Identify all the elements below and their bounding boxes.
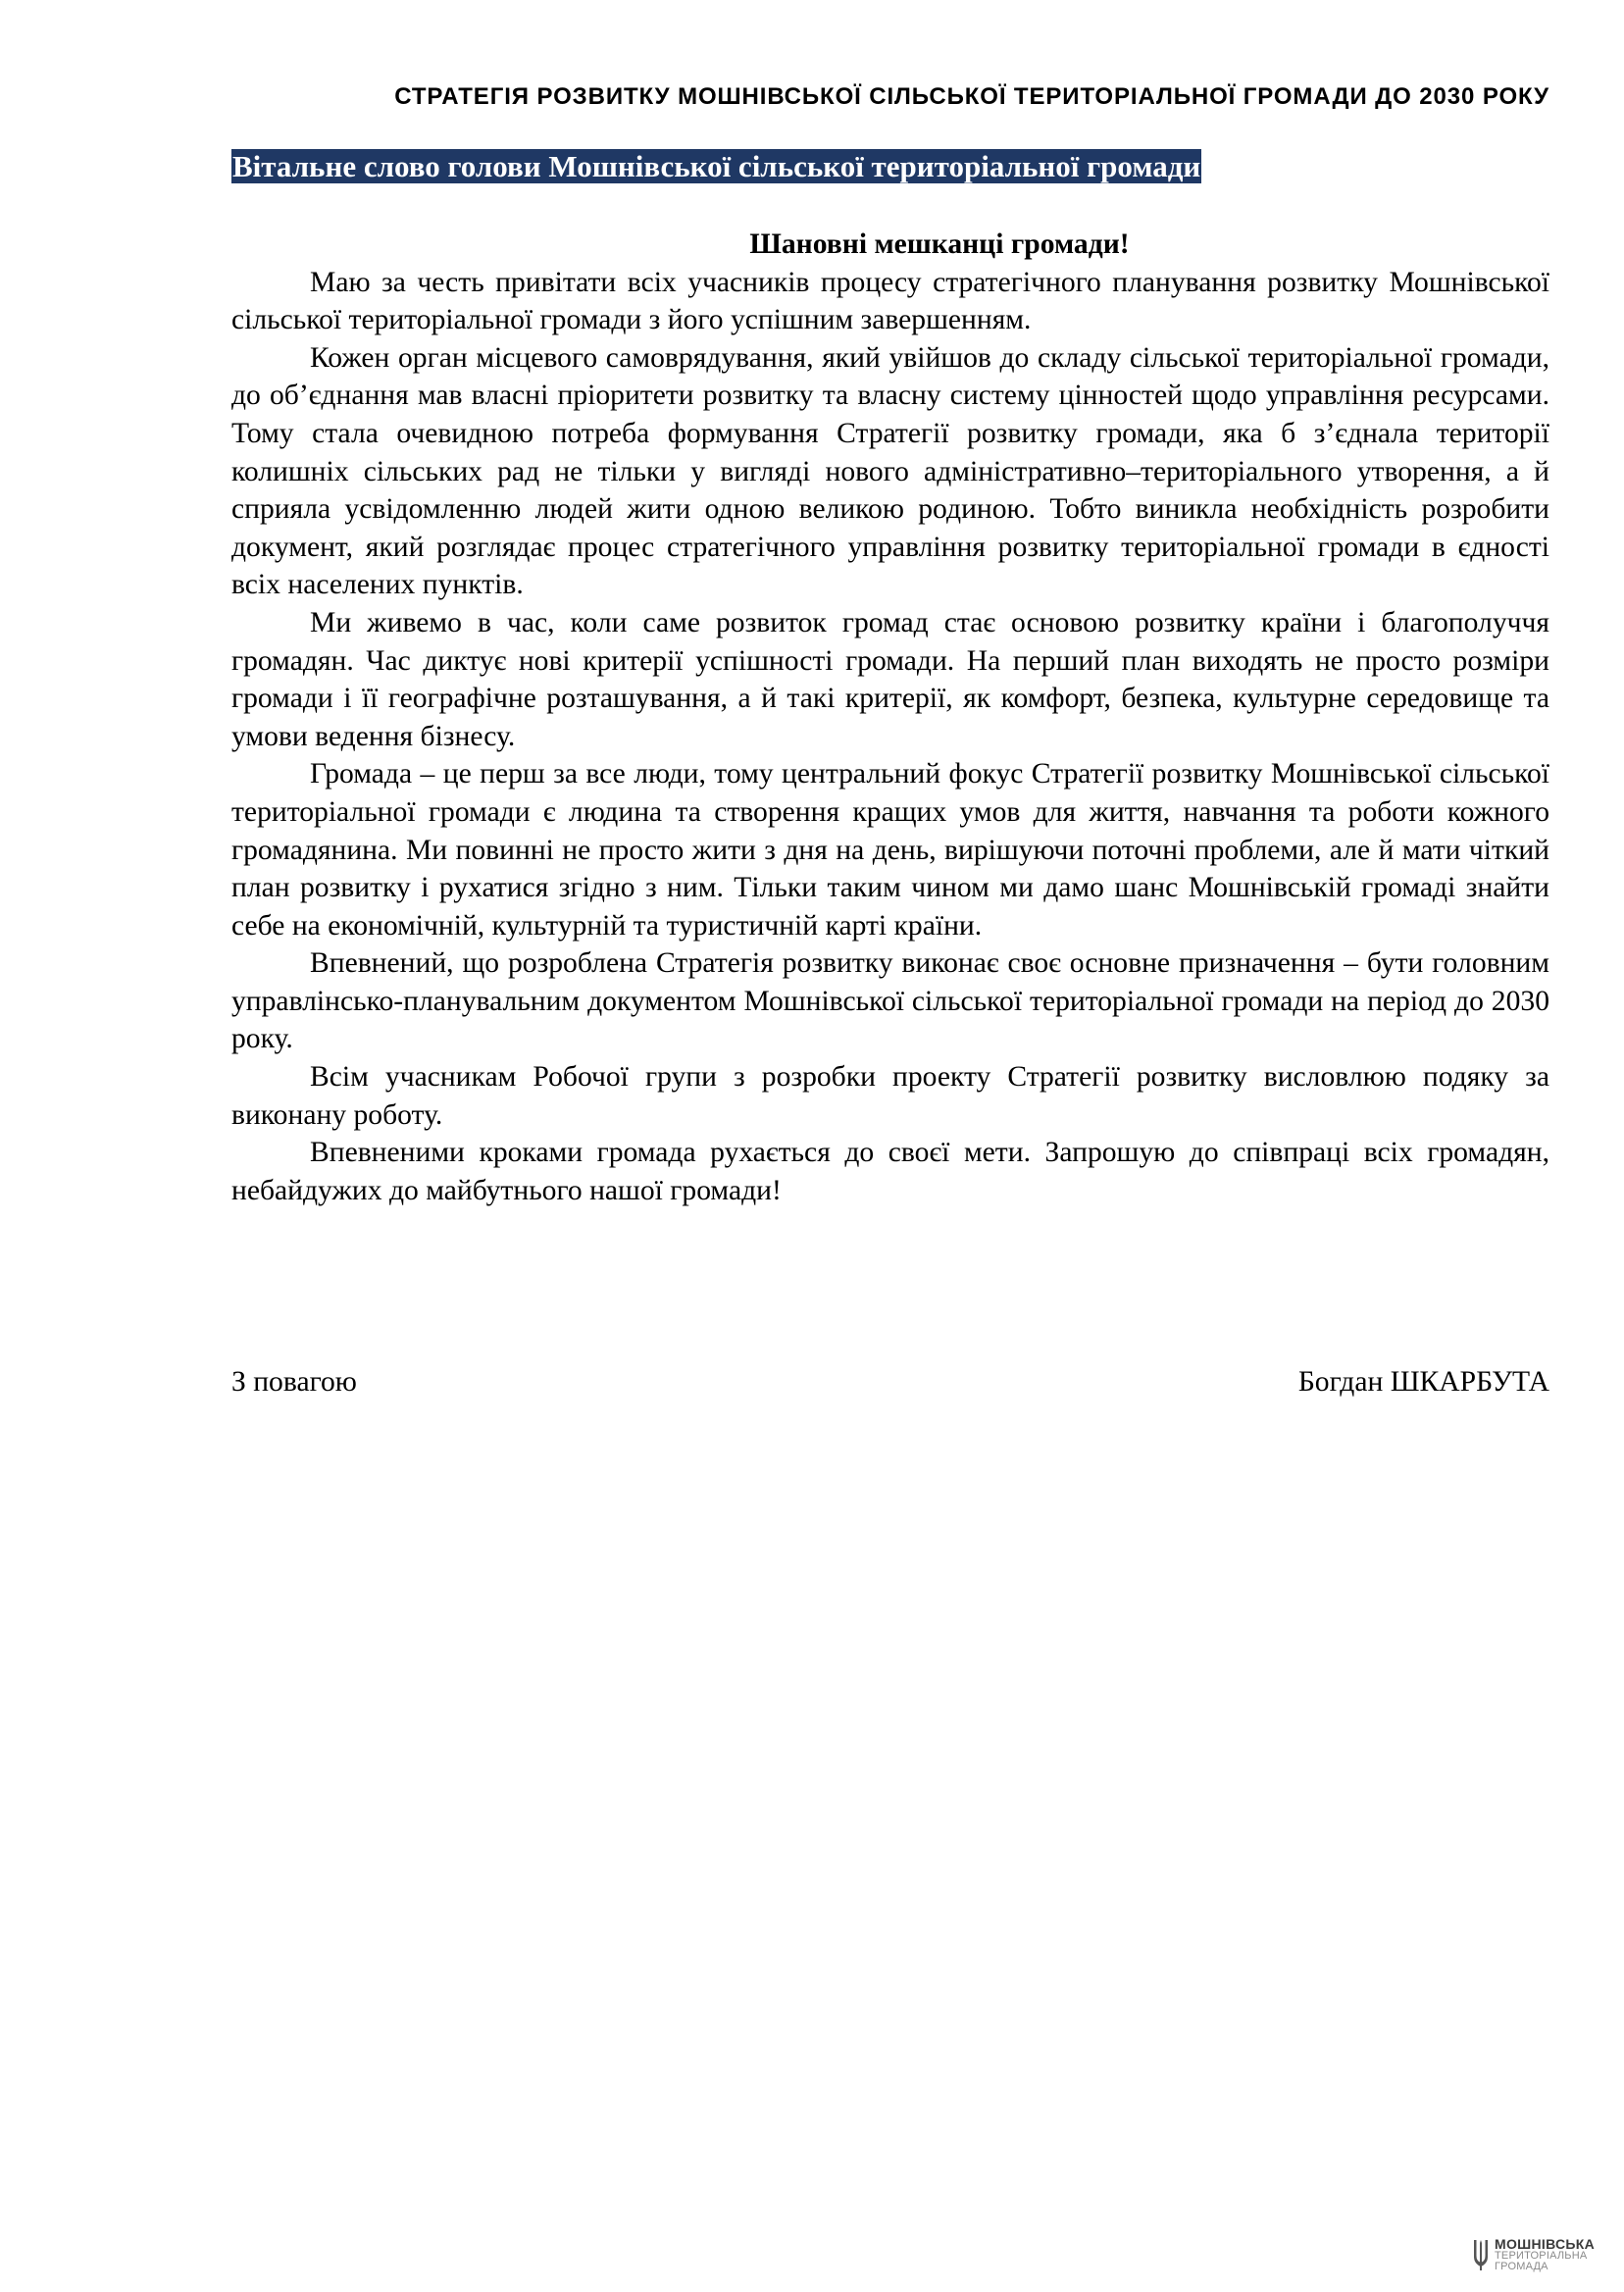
paragraph: Маю за честь привітати всіх учасників процесу стратегічного планування розвитку Мошнівської сільської територіальної громади з його успішним завершенням. <box>231 266 1549 336</box>
footer-logo-text <box>1495 2237 1595 2272</box>
paragraph: Впевненими кроками громада рухається до своєї мети. Запрошую до співпраці всіх громадян, небайдужих до майбутнього нашої громади! <box>231 1137 1549 1206</box>
greeting: Шановні мешканці громади! <box>749 229 1130 260</box>
trident-emblem-icon <box>1471 2237 1491 2270</box>
footer-logo <box>1471 2237 1595 2272</box>
running-header: СТРАТЕГІЯ РОЗВИТКУ МОШНІВСЬКОЇ СІЛЬСЬКОЇ ТЕРИТОРІАЛЬНОЇ ГРОМАДИ ДО 2030 РОКУ <box>394 83 1549 110</box>
section-title-text: Вітальне слово голови Мошнівської сільської територіальної громади <box>232 149 1201 183</box>
paragraph: Громада – це перш за все люди, тому центральний фокус Стратегії розвитку Мошнівської сільської територіальної громади є людина та створення кращих умов для життя, навчання та роботи кожного громадянина. Ми повинні не просто жити з дня на день, вирішуючи поточні проблеми, але й мати чіткий план розвитку і рухатися згідно з ним. Тільки таким чином ми дамо шанс Мошнівській громаді знайти себе на економічній, культурній та туристичній карті країни. <box>231 758 1549 942</box>
section-title <box>231 149 1201 184</box>
signer-name: Богдан ШКАРБУТА <box>1297 1366 1549 1398</box>
paragraph: Ми живемо в час, коли саме розвиток громад стає основою розвитку країни і благополуччя громадян. Час диктує нові критерії успішності громади. На перший план виходять не просто розміри громади і її географічне розташування, а й такі критерії, як комфорт, безпека, культурне середовище та умови ведення бізнесу. <box>231 606 1549 752</box>
paragraph: Впевнений, що розроблена Стратегія розвитку виконає своє основне призначення – бути головним управлінсько-планувальним документом Мошнівської сільської територіальної громади на період до 2030 року. <box>231 947 1549 1055</box>
letter-body <box>231 226 1549 1209</box>
paragraph: Кожен орган місцевого самоврядування, який увійшов до складу сільської територіальної громади, до об’єднання мав власні пріоритети розвитку та власну систему цінностей щодо управління ресурсами. Тому стала очевидною потреба формування Стратегії розвитку громади, яка б з’єднала території колишніх сільських рад не тільки у вигляді нового адміністративно–територіального утворення, а й сприяла усвідомленню людей жити одною великою родиною. Тобто виникла необхідність розробити документ, який розглядає процес стратегічного управління розвитку територіальної громади в єдності всіх населених пунктів. <box>231 341 1549 601</box>
logo-line-1: МОШНІВСЬКА <box>1495 2236 1596 2252</box>
signature-block <box>231 1363 1549 1401</box>
closing-text: З повагою <box>231 1366 357 1398</box>
paragraph: Всім учасникам Робочої групи з розробки проекту Стратегії розвитку висловлюю подяку за виконану роботу. <box>231 1061 1549 1131</box>
logo-line-2: ТЕРИТОРІАЛЬНА <box>1495 2250 1588 2262</box>
logo-line-3: ГРОМАДА <box>1495 2261 1548 2272</box>
